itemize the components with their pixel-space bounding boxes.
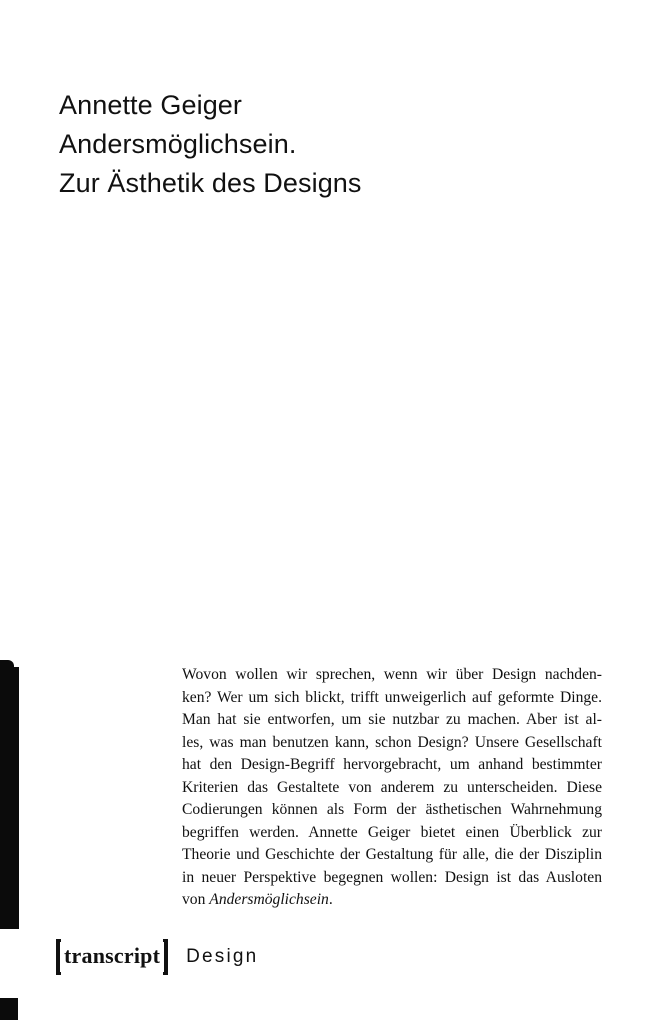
author-name: Annette Geiger bbox=[59, 90, 243, 120]
blurb-line: les, was man benutzen kann, schon Design? Unsere Gesellschaft bbox=[182, 733, 602, 751]
book-title: Andersmöglichsein. bbox=[59, 129, 297, 159]
blurb-line: Theorie und Geschichte der Gestaltung für alle, die der Disziplin bbox=[182, 846, 602, 863]
blurb-line: ken? Wer um sich blickt, trifft unweigerlich auf geformte Dinge. bbox=[182, 688, 602, 706]
bracket-left-icon bbox=[56, 939, 61, 975]
footer bbox=[56, 936, 258, 978]
blurb-italic-term: Andersmöglichsein bbox=[209, 891, 329, 908]
blurb-line: Man hat sie entworfen, um sie nutzbar zu machen. Aber ist al- bbox=[182, 711, 602, 728]
blurb-last-prefix: von bbox=[182, 891, 210, 908]
publisher-logo bbox=[56, 936, 168, 978]
blurb-line: hat den Design-Begriff hervorgebracht, um anhand bestimmter bbox=[182, 756, 602, 773]
publisher-name: transcript bbox=[64, 943, 161, 968]
blurb-last-suffix: . bbox=[328, 891, 333, 908]
blurb-line: Wovon wollen wir sprechen, wenn wir über Design nachden- bbox=[182, 666, 602, 683]
series-name: Design bbox=[186, 946, 259, 967]
blurb-line: Kriterien das Gestaltete von anderem zu unterscheiden. Diese bbox=[182, 778, 602, 796]
blurb-last-line bbox=[182, 889, 602, 912]
title-block bbox=[59, 86, 362, 203]
bracket-right-icon bbox=[163, 939, 168, 975]
book-subtitle: Zur Ästhetik des Designs bbox=[59, 168, 362, 198]
blurb-line: Codierungen können als Form der ästhetischen Wahrnehmung bbox=[182, 801, 602, 818]
edge-bar bbox=[0, 667, 19, 929]
blurb-line: begriffen werden. Annette Geiger bietet einen Überblick zur bbox=[182, 823, 602, 841]
blurb-line: in neuer Perspektive begegnen wollen: Design ist das Ausloten bbox=[182, 868, 602, 886]
edge-bar-bottom bbox=[0, 998, 18, 1020]
blurb-text bbox=[182, 664, 602, 912]
